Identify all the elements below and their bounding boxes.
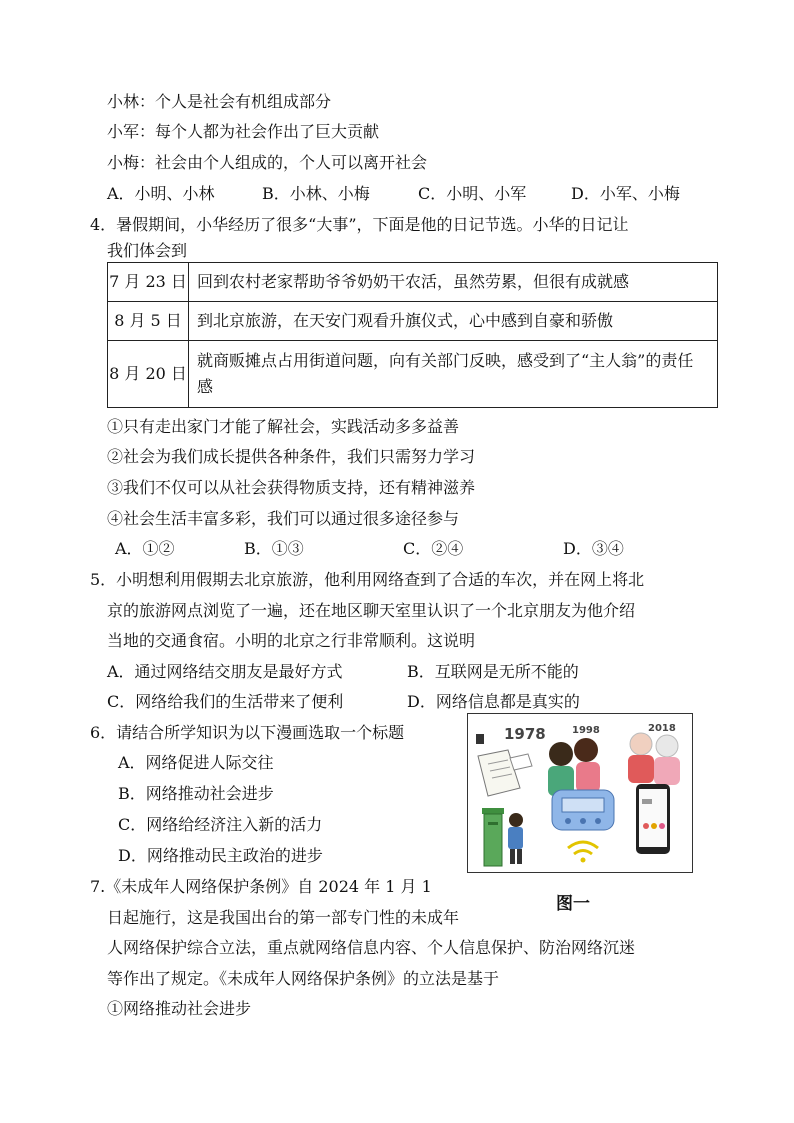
q4-item-3: ③我们不仅可以从社会获得物质支持，还有精神滋养 — [107, 478, 476, 497]
q4-item-1: ①只有走出家门才能了解社会，实践活动多多益善 — [107, 417, 460, 436]
q6-option-a: A．网络促进人际交往 — [118, 753, 274, 772]
q4-item-2: ②社会为我们成长提供各种条件，我们只需努力学习 — [107, 447, 476, 466]
diary-date: 8 月 20 日 — [108, 341, 189, 408]
couple-figure — [548, 738, 600, 796]
q3-option-c: C．小明、小军 — [418, 184, 527, 203]
mailbox-icon — [482, 808, 504, 866]
child-figure — [508, 813, 523, 864]
q3-option-b: B．小林、小梅 — [262, 184, 370, 203]
q4-stem-line-1: 4．暑假期间，小华经历了很多“大事”，下面是他的日记节选。小华的日记让 — [90, 215, 629, 234]
q6-option-d: D．网络推动民主政治的进步 — [118, 846, 323, 865]
pager-icon — [552, 790, 614, 830]
diary-date: 8 月 5 日 — [108, 302, 189, 341]
q7-line-5: ①网络推动社会进步 — [107, 999, 252, 1018]
q5-stem-line-3: 当地的交通食宿。小明的北京之行非常顺利。这说明 — [107, 631, 476, 650]
diary-date: 7 月 23 日 — [108, 263, 189, 302]
q4-option-d: D．③④ — [563, 539, 624, 558]
q5-option-d: D．网络信息都是真实的 — [407, 692, 580, 711]
q6-option-b: B．网络推动社会进步 — [118, 784, 274, 803]
q3-option-d: D．小军、小梅 — [571, 184, 680, 203]
q5-stem-line-1: 5．小明想利用假期去北京旅游，他利用网络查到了合适的车次，并在网上将北 — [90, 570, 645, 589]
q7-line-2: 日起施行，这是我国出台的第一部专门性的未成年 — [107, 908, 460, 927]
q4-item-4: ④社会生活丰富多彩，我们可以通过很多途径参与 — [107, 509, 460, 528]
q6-stem: 6．请结合所学知识为以下漫画选取一个标题 — [90, 723, 405, 742]
q7-line-1: 7.《未成年人网络保护条例》自 2024 年 1 月 1 — [90, 877, 432, 896]
q4-option-c: C．②④ — [403, 539, 464, 558]
q5-stem-line-2: 京的旅游网点浏览了一遍，还在地区聊天室里认识了一个北京朋友为他介绍 — [107, 601, 636, 620]
q6-option-c: C．网络给经济注入新的活力 — [118, 815, 323, 834]
letter-icon — [476, 734, 532, 796]
figure-caption: 图一 — [556, 894, 590, 914]
year-label: 2018 — [648, 723, 676, 734]
wifi-icon — [568, 842, 598, 863]
comic-illustration — [468, 714, 691, 871]
diary-row — [108, 302, 718, 341]
q4-option-b: B．①③ — [244, 539, 304, 558]
diary-table — [107, 262, 718, 408]
q5-option-a: A．通过网络结交朋友是最好方式 — [107, 662, 343, 681]
q3-option-a: A．小明、小林 — [107, 184, 215, 203]
year-label: 1998 — [572, 725, 600, 736]
diary-text: 到北京旅游，在天安门观看升旗仪式，心中感到自豪和骄傲 — [189, 302, 718, 341]
q5-option-b: B．互联网是无所不能的 — [407, 662, 579, 681]
smartphone-icon — [636, 784, 670, 854]
q7-line-4: 等作出了规定。《未成年人网络保护条例》的立法是基于 — [107, 969, 500, 988]
diary-row — [108, 341, 718, 408]
comic-figure — [467, 713, 693, 873]
q7-line-3: 人网络保护综合立法，重点就网络信息内容、个人信息保护、防治网络沉迷 — [107, 938, 636, 957]
diary-row — [108, 263, 718, 302]
elderly-couple-figure — [628, 733, 680, 785]
diary-text: 回到农村老家帮助爷爷奶奶干农活，虽然劳累，但很有成就感 — [189, 263, 718, 302]
q3-statement-3: 小梅：社会由个人组成的，个人可以离开社会 — [107, 153, 428, 172]
diary-text: 就商贩摊点占用街道问题，向有关部门反映，感受到了“主人翁”的责任感 — [189, 341, 718, 408]
q4-stem-line-2: 我们体会到 — [107, 241, 188, 260]
q5-option-c: C．网络给我们的生活带来了便利 — [107, 692, 344, 711]
q3-statement-1: 小林：个人是社会有机组成部分 — [107, 92, 332, 111]
q4-option-a: A．①② — [115, 539, 175, 558]
q3-statement-2: 小军：每个人都为社会作出了巨大贡献 — [107, 122, 380, 141]
year-label: 1978 — [504, 725, 546, 743]
